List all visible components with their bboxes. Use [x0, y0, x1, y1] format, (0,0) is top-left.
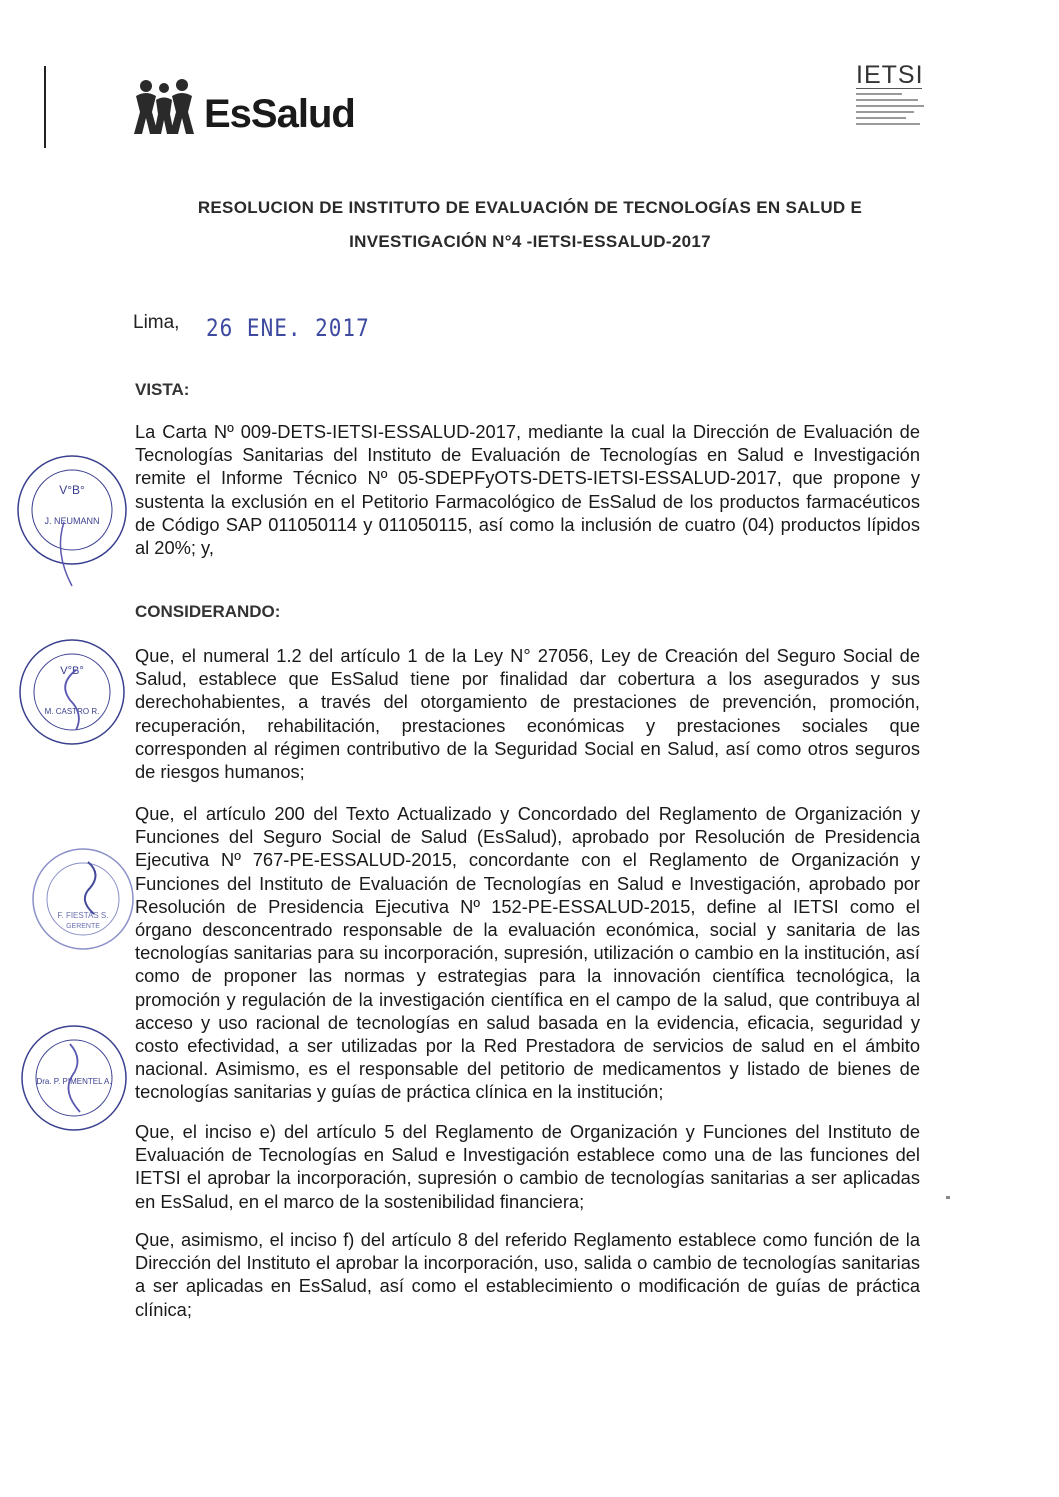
- place-label: Lima,: [133, 312, 180, 333]
- logo-text: EsSalud: [204, 92, 355, 136]
- resolution-title-line-1: RESOLUCION DE INSTITUTO DE EVALUACIÓN DE TECNOLOGÍAS EN SALUD E: [197, 198, 863, 217]
- ietsi-logo: [856, 62, 936, 142]
- stamp-1-name: J. NEUMANN: [44, 516, 100, 526]
- ietsi-subtitle-lines: [856, 93, 936, 125]
- considerando-paragraph-3: Que, el inciso e) del artículo 5 del Reglamento de Organización y Funciones del Instituto de Evaluación de Tecnologías en Salud e Investigación establece como una de las funciones del IETSI el aprobar la incorporación, supresión o cambio de tecnologías sanitarias a ser aplicadas en EsSalud, en el marco de la sostenibilidad financiera;: [135, 1121, 920, 1212]
- essalud-logo: [130, 78, 370, 144]
- considerando-paragraph-2: Que, el artículo 200 del Texto Actualizado y Concordado del Reglamento de Organización y Funciones del Seguro Social de Salud (EsSalud), aprobado por Resolución de Presidencia Ejecutiva Nº 767-PE-ESSALUD-2015, concordante con el Reglamento de Organización y Funciones del Instituto de Evaluación de Tecnologías en Salud e Investigación, aprobado por Resolución de Presidencia Ejecutiva Nº 152-PE-ESSALUD-2015, define al IETSI como el órgano desconcentrado responsable de la evaluación económica, social y sanitaria de las tecnologías sanitarias para su incorporación, supresión, utilización o cambio en la institución, así como de proponer las normas y estrategias para la innovación científica tecnológica, la promoción y regulación de la investigación científica en el campo de la salud, que contribuya al acceso y uso racional de tecnologías en salud basada en la evidencia, eficacia, seguridad y costo efectividad, a ser utilizadas por la Red Prestadora de servicios de salud en el ámbito nacional. Asimismo, es el responsable del petitorio de medicamentos y listado de bienes de tecnologías sanitarias y guías de práctica clínica en la institución;: [135, 803, 920, 1103]
- stamp-3-role: GERENTE: [66, 923, 100, 930]
- margin-line: [44, 66, 46, 148]
- considerando-paragraph-4: Que, asimismo, el inciso f) del artículo 8 del referido Reglamento establece como función de la Dirección del Instituto el aprobar la incorporación, uso, salida o cambio de tecnologías sanitarias a ser aplicadas en EsSalud, así como el establecimiento o modificación de guías de práctica clínica;: [135, 1229, 920, 1320]
- section-heading-considerando: CONSIDERANDO:: [135, 602, 281, 621]
- approval-stamp-3: [28, 844, 138, 954]
- family-figures-icon: [130, 78, 204, 138]
- signature-stroke-1: [60, 522, 72, 586]
- signature-stroke-3: [85, 862, 96, 914]
- date-stamp: 26 ENE. 2017: [206, 314, 370, 342]
- stamp-4-name: Dra. P. PIMENTEL A.: [36, 1077, 112, 1086]
- stamp-2-name: M. CASTRO R.: [44, 707, 100, 716]
- section-heading-vista: VISTA:: [135, 380, 190, 399]
- stamp-1-vb: V°B°: [59, 483, 85, 497]
- approval-stamp-4: [16, 1020, 132, 1136]
- approval-stamp-1: [14, 452, 130, 592]
- considerando-paragraph-1: Que, el numeral 1.2 del artículo 1 de la Ley N° 27056, Ley de Creación del Seguro Social de Salud, establece que EsSalud tiene por finalidad dar cobertura a los asegurados y sus derechohabientes, a través del otorgamiento de prestaciones de prevención, promoción, recuperación, rehabilitación, prestaciones económicas y prestaciones sociales que corresponden al régimen contributivo de la Seguridad Social en Salud, así como otros seguros de riesgos humanos;: [135, 645, 920, 783]
- ietsi-label: IETSI: [856, 61, 924, 89]
- vista-paragraph: La Carta Nº 009-DETS-IETSI-ESSALUD-2017, mediante la cual la Dirección de Evaluación de Tecnologías Sanitarias del Instituto de Evaluación de Tecnologías en Salud e Investigación remite el Informe Técnico Nº 05-SDEPFyOTS-DETS-IETSI-ESSALUD-2017, que propone y sustenta la exclusión en el Petitorio Farmacológico de EsSalud de los productos farmacéuticos de Código SAP 011050114 y 011050115, así como la inclusión de cuatro (04) productos lípidos al 20%; y,: [135, 421, 920, 559]
- resolution-title-line-2: INVESTIGACIÓN N°4 -IETSI-ESSALUD-2017: [349, 232, 711, 251]
- stamp-2-vb: V°B°: [60, 665, 84, 677]
- signature-stroke-2: [65, 670, 79, 730]
- scan-speck: [946, 1196, 950, 1199]
- approval-stamp-2: [14, 634, 130, 750]
- stamp-3-name: F. FIESTAS S.: [57, 911, 109, 920]
